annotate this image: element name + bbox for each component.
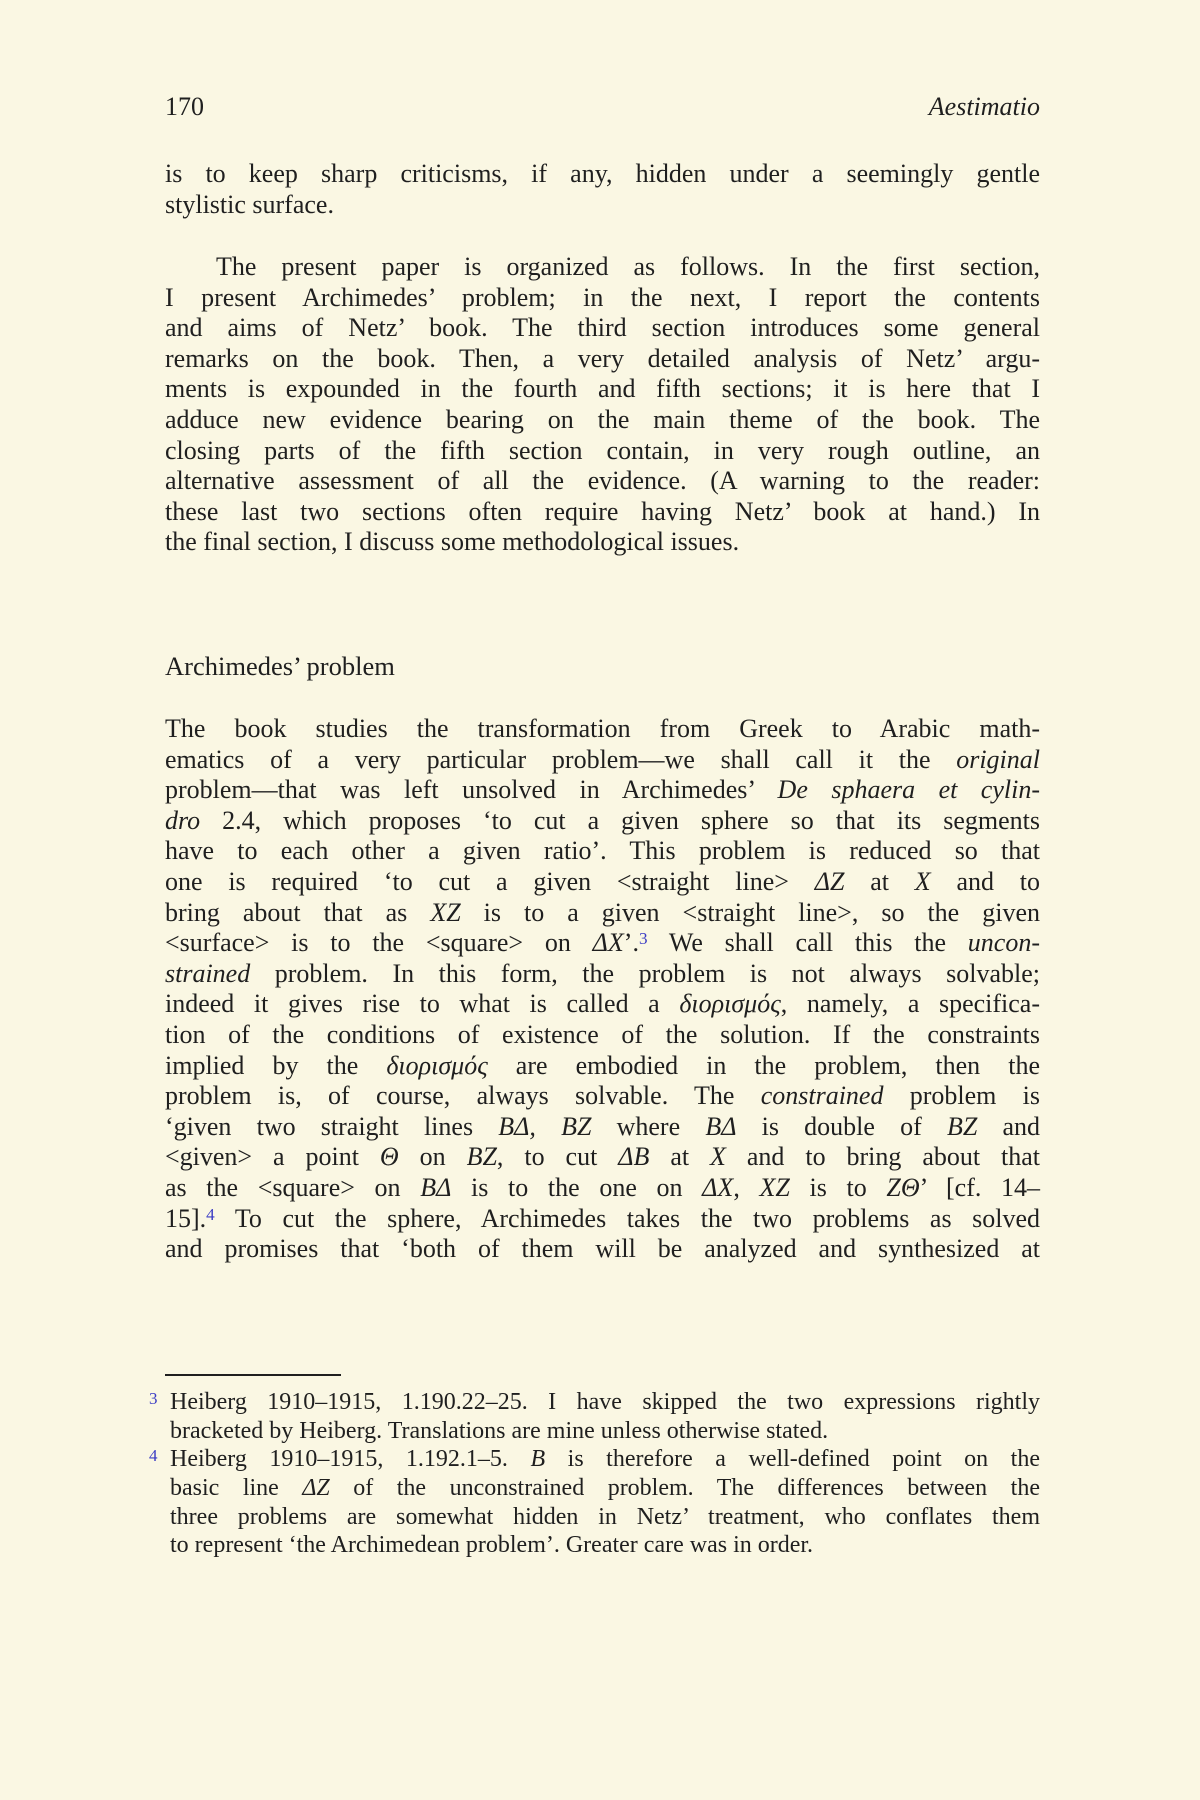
text-line [165, 466, 1040, 497]
text-line [170, 1531, 1040, 1560]
text-segment: uncon- [967, 928, 1040, 958]
footnote-ref-link[interactable]: 3 [638, 929, 648, 949]
text-line [165, 252, 1040, 283]
text-segment: To cut the sphere, Archimedes takes the two problems as solved [214, 1203, 1040, 1233]
text-segment: De sphaera et cylin- [777, 775, 1040, 805]
text-segment: BΔ [705, 1111, 737, 1141]
text-line [165, 1204, 1040, 1235]
text-segment: dro [165, 805, 201, 835]
footnote-marker[interactable]: 3 [149, 1389, 158, 1408]
paragraph [165, 252, 1040, 558]
paragraph [165, 714, 1040, 1265]
text-segment: is double of [736, 1111, 947, 1141]
text-segment: διορισμός [679, 989, 781, 1019]
footnote-rule [165, 1374, 341, 1376]
footnote [149, 1388, 1040, 1445]
text-line [165, 806, 1040, 837]
text-segment: BΔ [420, 1172, 452, 1202]
text-segment: is to [789, 1172, 887, 1202]
text-segment: <surface> is to the <square> on [165, 928, 593, 958]
text-segment: X [710, 1142, 726, 1172]
text-segment: Θ [379, 1142, 399, 1172]
text-line [165, 898, 1040, 929]
text-segment: is to the one on [451, 1172, 703, 1202]
text-line [165, 497, 1040, 528]
text-line [165, 959, 1040, 990]
page-header [165, 92, 1040, 122]
text-line [170, 1474, 1040, 1503]
text-line [165, 159, 1040, 190]
text-line [165, 1234, 1040, 1265]
text-line [170, 1417, 1040, 1446]
text-segment: ΔX [592, 928, 624, 958]
text-segment: closing parts of the fifth section contain, in very rough outline, an [165, 435, 1040, 465]
text-segment: The present paper is organized as follows. In the first section, [216, 252, 1040, 281]
text-segment: these last two sections often require having Netz’ book at hand.) In [165, 496, 1040, 526]
text-segment: B [530, 1446, 546, 1473]
text-line [170, 1503, 1040, 1532]
text-line [165, 1112, 1040, 1143]
text-segment: XZ [430, 897, 461, 927]
text-segment: ematics of a very particular problem—we shall call it the [165, 744, 957, 774]
text-segment: strained [165, 958, 251, 988]
text-segment: , to cut [496, 1142, 619, 1172]
text-segment: ΔB [618, 1142, 650, 1172]
footnote-marker[interactable]: 4 [149, 1446, 158, 1466]
text-segment: at [844, 866, 915, 896]
text-segment: is therefore a well-defined point on the [545, 1446, 1040, 1473]
text-segment: Heiberg 1910–1915, 1.192.1–5. [170, 1446, 531, 1473]
text-segment: of the unconstrained problem. The differences between the [329, 1475, 1040, 1502]
text-segment: , [733, 1172, 760, 1202]
text-segment: ΔZ [302, 1475, 330, 1502]
text-segment: remarks on the book. Then, a very detailed analysis of Netz’ argu- [165, 343, 1040, 373]
text-segment: ΔX [702, 1172, 734, 1202]
text-line [165, 775, 1040, 806]
text-line [165, 436, 1040, 467]
text-line [165, 1081, 1040, 1112]
page-number: 170 [165, 92, 204, 121]
text-segment: ΔZ [814, 866, 845, 896]
text-line [165, 405, 1040, 436]
paragraph [165, 159, 1040, 220]
text-segment: problem. In this form, the problem is not always solvable; [250, 958, 1040, 988]
footnote-list [149, 1388, 1040, 1560]
text-segment: at [649, 1142, 711, 1172]
text-segment: stylistic surface. [165, 189, 334, 219]
text-line [165, 283, 1040, 314]
text-segment: to represent ‘the Archimedean problem’. Greater care was in order. [170, 1532, 814, 1559]
text-segment: tion of the conditions of existence of the solution. If the constraints [165, 1019, 1040, 1049]
text-segment: adduce new evidence bearing on the main theme of the book. The [165, 404, 1040, 434]
text-segment: and promises that ‘both of them will be analyzed and synthesized at [165, 1234, 1040, 1264]
text-line [165, 374, 1040, 405]
text-line [165, 745, 1040, 776]
text-segment: and to [930, 866, 1041, 896]
text-segment: 2.4, which proposes ‘to cut a given sphere so that its segments [200, 805, 1040, 835]
footnote [149, 1445, 1040, 1560]
text-line [165, 836, 1040, 867]
text-segment: constrained [760, 1081, 884, 1111]
text-line [170, 1388, 1040, 1417]
text-segment: <given> a point [165, 1142, 380, 1172]
text-segment: and aims of Netz’ book. The third section introduces some general [165, 313, 1040, 343]
text-segment: We shall call this the [647, 928, 968, 958]
text-segment: original [956, 744, 1040, 774]
text-segment: as the <square> on [165, 1172, 421, 1202]
text-segment: and [977, 1111, 1041, 1141]
text-line [165, 989, 1040, 1020]
text-line [165, 714, 1040, 745]
text-segment: Heiberg 1910–1915, 1.190.22–25. I have skipped the two expressions rightly [170, 1389, 1040, 1415]
text-segment: problem—that was left unsolved in Archimedes’ [165, 775, 778, 805]
text-line [165, 1173, 1040, 1204]
text-line [165, 1142, 1040, 1173]
text-line [165, 1020, 1040, 1051]
text-line [165, 190, 1040, 221]
text-segment: The book studies the transformation from Greek to Arabic math- [165, 714, 1040, 743]
text-segment: , namely, a specifica- [780, 989, 1040, 1019]
text-line [165, 527, 1040, 558]
text-segment: problem is [883, 1081, 1040, 1111]
text-segment: indeed it gives rise to what is called a [165, 989, 680, 1019]
text-segment: basic line [170, 1475, 303, 1502]
text-line [165, 928, 1040, 959]
text-segment: bracketed by Heiberg. Translations are mine unless otherwise stated. [170, 1417, 829, 1444]
text-segment: and to bring about that [725, 1142, 1041, 1172]
text-line [165, 1051, 1040, 1082]
text-segment: is to keep sharp criticisms, if any, hidden under a seemingly gentle [165, 159, 1040, 188]
text-segment: are embodied in the problem, then the [487, 1050, 1040, 1080]
text-segment: διορισμός [386, 1050, 488, 1080]
text-line [165, 313, 1040, 344]
text-segment: I present Archimedes’ problem; in the next, I report the contents [165, 282, 1040, 312]
text-segment: BZ [946, 1111, 978, 1141]
text-segment: one is required ‘to cut a given <straight line> [165, 866, 815, 896]
text-segment: BZ [466, 1142, 497, 1172]
text-segment: implied by the [165, 1050, 387, 1080]
text-segment: ‘given two straight lines [165, 1111, 499, 1141]
footnotes-section [149, 1374, 1040, 1560]
text-segment: three problems are somewhat hidden in Netz’ treatment, who conflates them [170, 1503, 1040, 1530]
text-segment: have to each other a given ratio’. This problem is reduced so that [165, 836, 1040, 866]
text-segment: ments is expounded in the fourth and fifth sections; it is here that I [165, 374, 1040, 404]
text-segment: problem is, of course, always solvable. The [165, 1081, 761, 1111]
text-segment: the final section, I discuss some methodological issues. [165, 527, 740, 557]
text-segment: ZΘ [886, 1172, 920, 1202]
text-segment: BΔ, BZ [498, 1111, 592, 1141]
section-heading: Archimedes’ problem [165, 651, 395, 681]
footnote-ref-link[interactable]: 4 [206, 1204, 215, 1224]
text-segment: where [591, 1111, 706, 1141]
text-segment: X [914, 866, 931, 896]
text-segment: 15]. [165, 1203, 207, 1233]
journal-title: Aestimatio [928, 92, 1040, 121]
text-segment: ’ [cf. 14– [919, 1172, 1040, 1202]
text-segment: is to a given <straight line>, so the given [460, 897, 1040, 927]
text-line [170, 1445, 1040, 1474]
text-line [165, 344, 1040, 375]
text-segment: on [398, 1142, 467, 1172]
text-segment: bring about that as [165, 897, 431, 927]
text-line [165, 867, 1040, 898]
text-segment: ’. [623, 928, 639, 958]
text-segment: alternative assessment of all the evidence. (A warning to the reader: [165, 466, 1040, 496]
text-segment: XZ [759, 1172, 790, 1202]
